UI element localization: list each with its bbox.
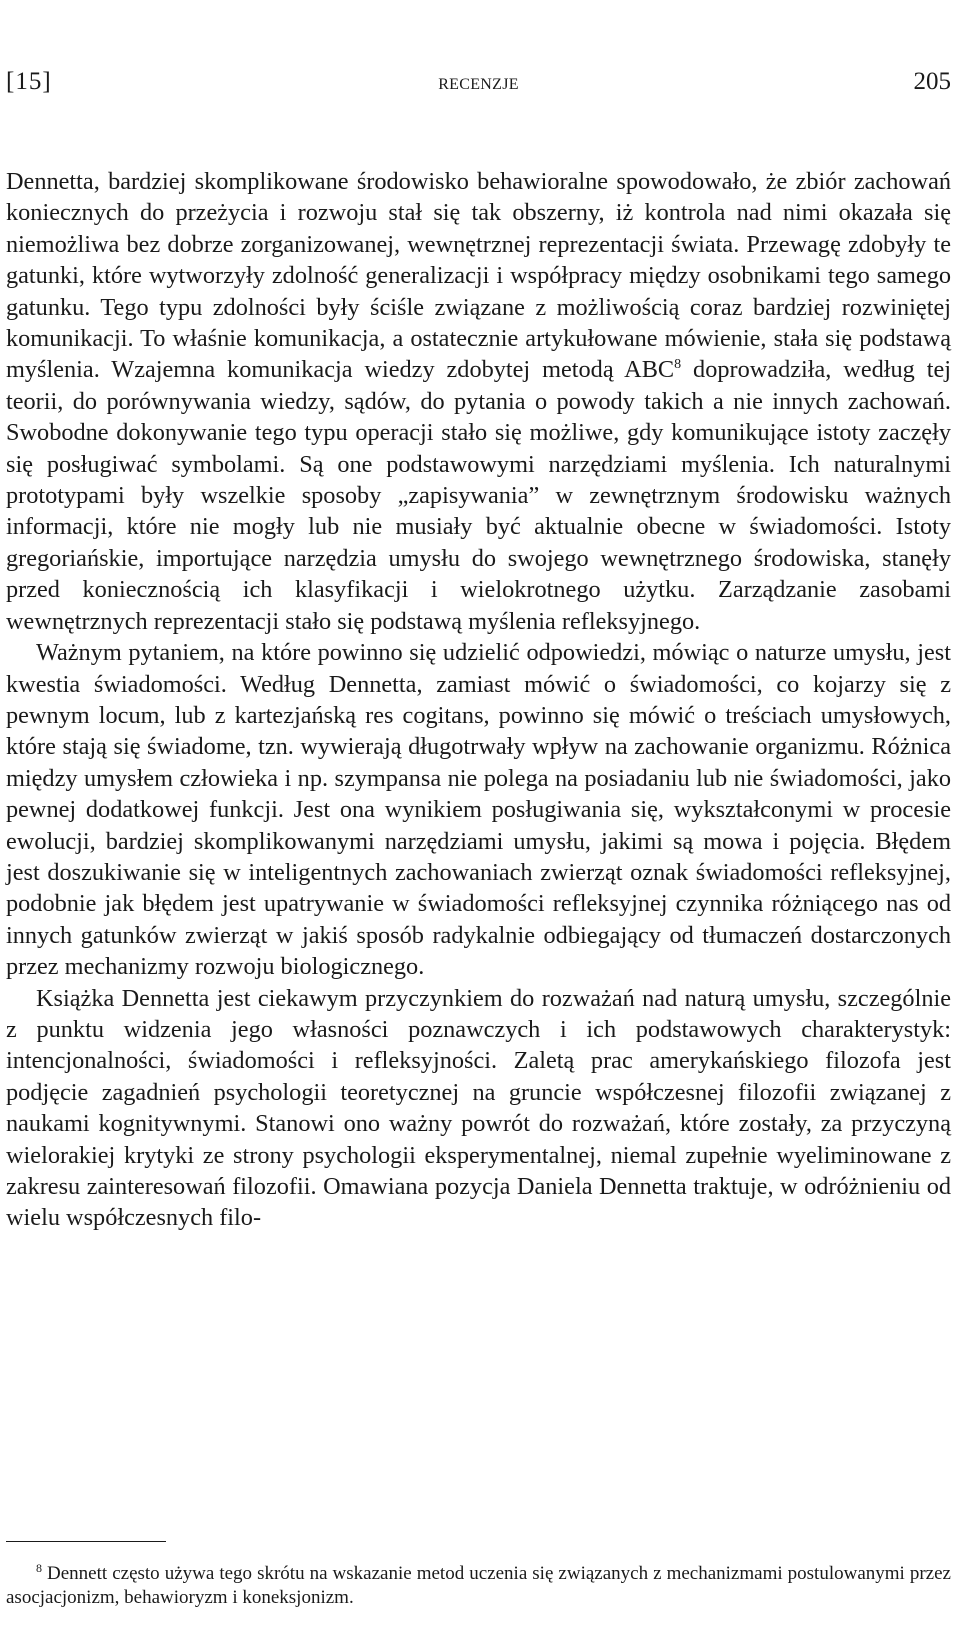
paragraph-segment: Dennetta, bardziej skomplikowane środowisko behawioralne spowodowało, że zbiór zachowań koniecznych do przeżycia i rozwoju stał się tak obszerny, iż kontrola nad nimi okazała się niemożliwa bez dobrze zorganizowanej, wewnętrznej reprezentacji świata. Przewagę zdobyły te gatunki, które wytworzyły zdolność generalizacji i współpracy między osobnikami tego samego gatunku. Tego typu zdolności były ściśle związane z możliwością coraz bardziej rozwiniętej komunikacji. To właśnie komunikacja, a ostatecznie artykułowane mówienie, stała się podstawą myślenia. Wzajemna komunikacja wiedzy zdobytej metodą ABC	[6, 168, 951, 384]
footnote-divider	[6, 1541, 166, 1542]
footnote-text: Dennett często używa tego skrótu na wskazanie metod uczenia się związanych z mechanizmami postulowanymi przez asocjacjonizm, behawioryzm i koneksjonizm.	[6, 1563, 951, 1608]
footnote-reference: 8	[674, 357, 682, 373]
running-header	[6, 68, 951, 108]
paragraph-segment: doprowadziła, według tej teorii, do porównywania wiedzy, sądów, do pytania o powody takich a nie innych zachowań. Swobodne dokonywanie tego typu operacji stało się możliwe, gdy komunikujące istoty zaczęły się posługiwać symbolami. Są one podstawowymi narzędziami myślenia. Ich naturalnymi prototypami były wszelkie sposoby „zapisywania” w zewnętrznym środowisku ważnych informacji, które nie mogły lub nie musiały być aktualnie obecne w świadomości. Istoty gregoriańskie, importujące narzędzia umysłu do swojego wewnętrznego środowiska, stanęły przed koniecznością ich klasyfikacji i wielokrotnego użytku. Zarządzanie zasobami wewnętrznych reprezentacji stało się podstawą myślenia refleksyjnego.	[6, 356, 951, 635]
paragraph-2	[6, 637, 951, 982]
footnote-marker: 8	[36, 1561, 42, 1575]
paragraph-3	[6, 983, 951, 1234]
paragraph-1	[6, 166, 951, 637]
paragraph-segment: Ważnym pytaniem, na które powinno się udzielić odpowiedzi, mówiąc o naturze umysłu, jest kwestia świadomości. Według Dennetta, zamiast mówić o świadomości, co kojarzy się z pewnym locum, lub z kartezjańską res cogitans, powinno się mówić o treściach umysłowych, które stają się świadome, tzn. wywierają długotrwały wpływ na zachowanie organizmu. Różnica między umysłem człowieka i np. szympansa nie polega na posiadaniu lub nie świadomości, jako pewnej dodatkowej funkcji. Jest ona wynikiem posługiwania się, wykształconymi w procesie ewolucji, bardziej skomplikowanymi narzędziami umysłu, jakimi są mowa i pojęcia. Błędem jest doszukiwanie się w inteligentnych zachowaniach zwierząt oznak świadomości refleksyjnej, podobnie jak błędem jest upatrywanie w świadomości refleksyjnej czynnika różniącego nas od innych gatunków zwierząt w jakiś sposób radykalnie odbiegający od tłumaczeń dostarczonych przez mechanizmy rozwoju biologicznego.	[6, 639, 951, 981]
page-number: 205	[913, 68, 951, 95]
footnote	[6, 1562, 951, 1610]
paragraph-segment: Książka Dennetta jest ciekawym przyczynkiem do rozważań nad naturą umysłu, szczególnie z punktu widzenia jego własności poznawczych i ich podstawowych charakterystyk: intencjonalności, świadomości i refleksyjności. Zaletą prac amerykańskiego filozofa jest podjęcie zagadnień psychologii teoretycznej na gruncie współczesnej filozofii związanej z naukami kognitywnymi. Stanowi ono ważny powrót do rozważań, które zostały, za przyczyną wielorakiej krytyki ze strony psychologii eksperymentalnej, niemal zupełnie wyeliminowane z zakresu zainteresowań filozofii. Omawiana pozycja Daniela Dennetta traktuje, w odróżnieniu od wielu współczesnych filo-	[6, 984, 951, 1232]
running-title: RECENZJE	[438, 76, 519, 93]
section-number: [15]	[6, 68, 52, 95]
body-text	[6, 166, 951, 1234]
